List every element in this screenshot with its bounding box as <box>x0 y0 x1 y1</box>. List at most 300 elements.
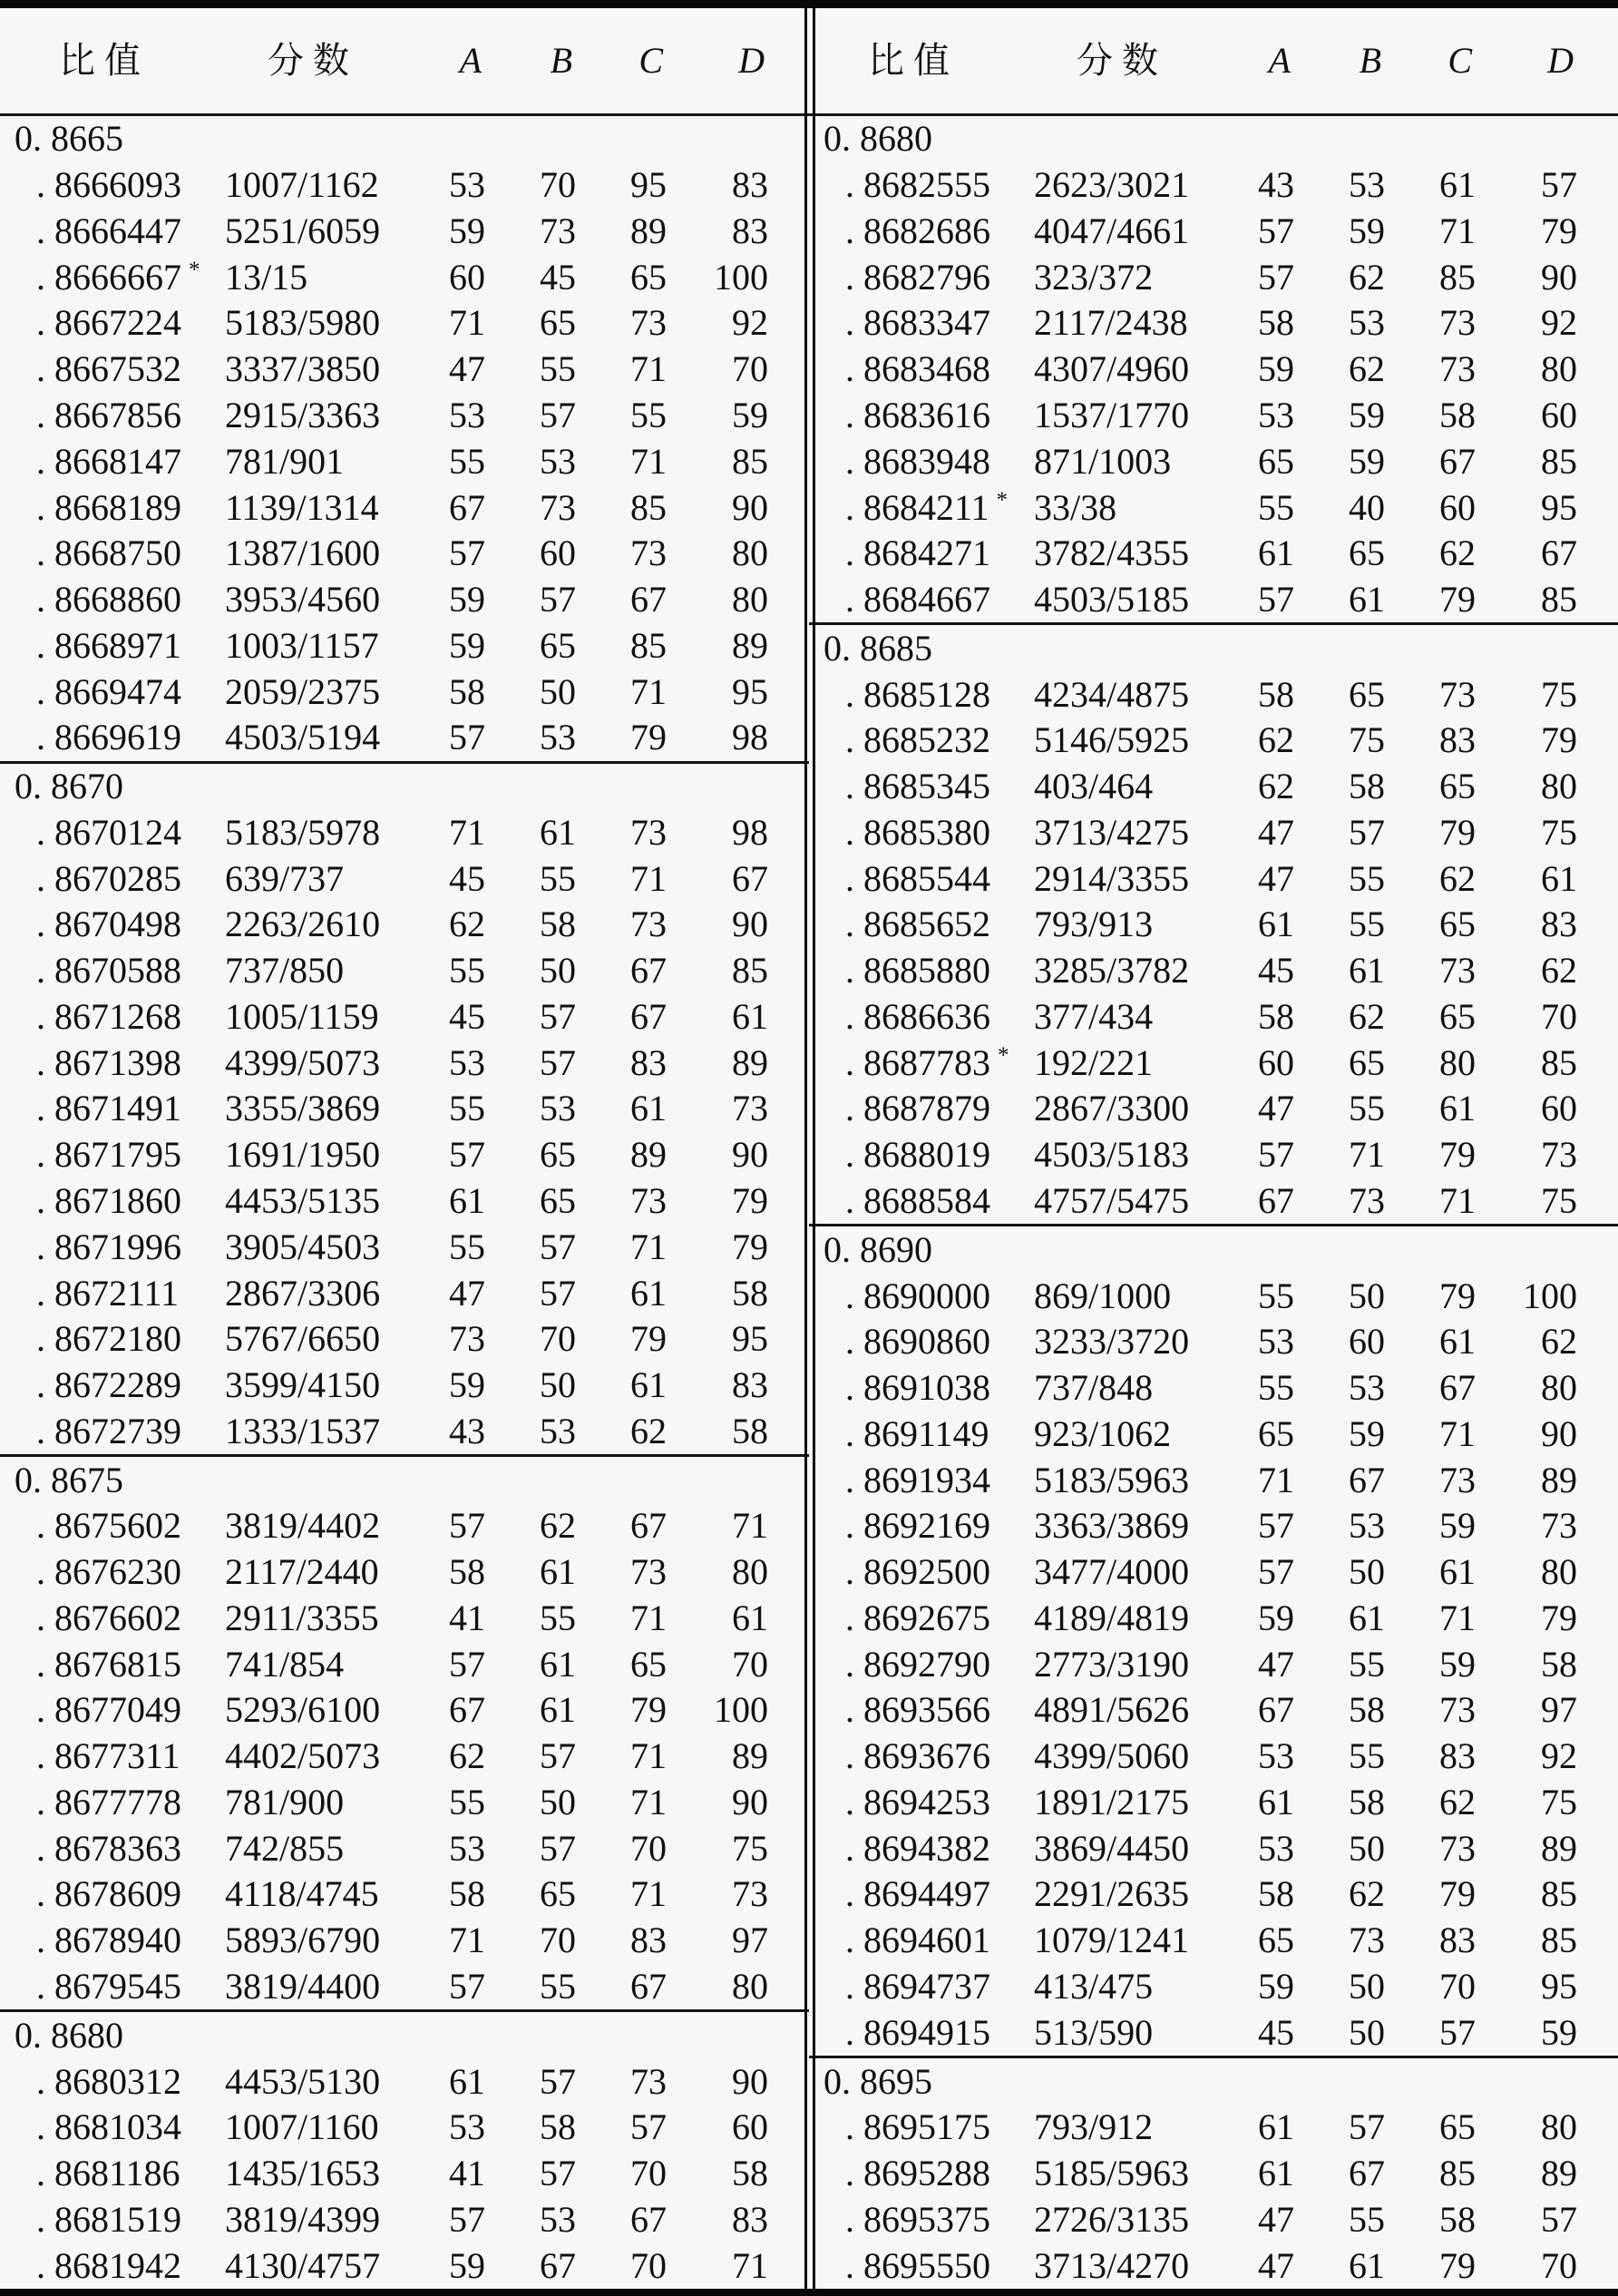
column-header-ratio: 比值 <box>59 40 150 81</box>
ratio-value: . 8695175 <box>845 2106 990 2148</box>
ratio-value: . 8676602 <box>36 1597 181 1638</box>
fraction-cell: 781/901 <box>225 440 345 482</box>
fraction-cell: 5251/6059 <box>225 210 381 251</box>
ratio-value: . 8690860 <box>845 1321 990 1363</box>
ratio-value: . 8686636 <box>845 995 990 1037</box>
ratio-value: . 8692500 <box>845 1551 990 1593</box>
ratio-cell <box>809 2244 1018 2286</box>
score-d-cell: 58 <box>1541 1643 1577 1685</box>
ratio-cell <box>809 1597 1018 1638</box>
fraction-cell: 4503/5194 <box>225 717 381 758</box>
score-c-cell: 79 <box>630 717 667 758</box>
ratio-cell <box>809 1551 1018 1593</box>
score-b-cell: 58 <box>1349 766 1385 807</box>
score-a-cell: 45 <box>449 995 485 1037</box>
table-row <box>809 671 1618 718</box>
fraction-cell: 639/737 <box>225 857 345 899</box>
score-d-cell: 90 <box>732 1134 768 1176</box>
fraction-cell: 3477/4000 <box>1034 1551 1190 1593</box>
score-d-cell: 71 <box>732 2244 768 2286</box>
score-b-cell: 71 <box>1349 1134 1385 1176</box>
score-c-cell: 73 <box>630 1551 667 1593</box>
ratio-cell <box>0 1272 209 1314</box>
table-row <box>0 2196 809 2242</box>
ratio-value: . 8691149 <box>845 1412 989 1454</box>
fraction-cell: 4453/5135 <box>225 1179 381 1221</box>
score-b-cell: 57 <box>540 1735 576 1777</box>
table-row <box>809 718 1618 764</box>
score-d-cell: 92 <box>732 302 768 344</box>
section-header-row <box>809 116 1618 162</box>
table-row <box>0 1964 809 2010</box>
ratio-cell <box>0 532 209 574</box>
table-row <box>0 669 809 715</box>
score-d-cell: 100 <box>714 256 768 298</box>
ratio-cell <box>809 581 1018 618</box>
ratio-cell <box>809 1412 1018 1454</box>
score-d-cell: 58 <box>732 1410 768 1451</box>
score-c-cell: 65 <box>630 256 667 298</box>
column-header-d: D <box>738 40 765 81</box>
score-d-cell: 98 <box>732 811 768 853</box>
table-row <box>809 1178 1618 1225</box>
score-b-cell: 73 <box>1349 1179 1385 1221</box>
score-b-cell: 53 <box>540 1088 576 1129</box>
score-b-cell: 57 <box>540 1272 576 1314</box>
score-c-cell: 83 <box>1439 1920 1476 1961</box>
fraction-cell: 741/854 <box>225 1643 345 1685</box>
score-a-cell: 67 <box>449 486 485 528</box>
score-c-cell: 58 <box>1439 2198 1476 2240</box>
fraction-cell: 793/912 <box>1034 2106 1154 2148</box>
column-header-c: C <box>638 40 663 81</box>
table-row <box>0 484 809 531</box>
score-b-cell: 70 <box>540 1318 576 1360</box>
column-header-row <box>809 8 1618 116</box>
score-d-cell: 80 <box>1541 2106 1577 2148</box>
table-row <box>0 1363 809 1409</box>
score-c-cell: 65 <box>1439 2106 1476 2148</box>
score-a-cell: 60 <box>449 256 485 298</box>
score-c-cell: 73 <box>630 532 667 574</box>
score-a-cell: 58 <box>1258 995 1294 1037</box>
score-d-cell: 80 <box>1541 1551 1577 1593</box>
ratio-cell <box>0 1318 209 1360</box>
ratio-cell <box>0 486 209 528</box>
ratio-cell <box>809 1134 1018 1176</box>
score-c-cell: 71 <box>630 440 667 482</box>
score-a-cell: 55 <box>449 950 485 992</box>
ratio-value: . 8668189 <box>36 486 181 528</box>
ratio-cell <box>809 1873 1018 1915</box>
ratio-value: . 8688584 <box>845 1179 990 1221</box>
score-a-cell: 61 <box>449 1179 485 1221</box>
fraction-cell: 1005/1159 <box>225 995 379 1037</box>
table-row <box>809 1086 1618 1132</box>
ratio-cell <box>809 2155 1018 2192</box>
table-row <box>0 577 809 623</box>
score-c-cell: 79 <box>1439 1873 1476 1915</box>
score-b-cell: 53 <box>1349 164 1385 206</box>
fraction-cell: 871/1003 <box>1034 440 1172 482</box>
ratio-value: . 8681186 <box>36 2153 180 2194</box>
ratio-cell <box>0 811 209 853</box>
ratio-value: . 8670124 <box>36 811 181 853</box>
ratio-cell <box>0 1873 209 1915</box>
fraction-cell: 5767/6650 <box>225 1318 381 1360</box>
fraction-cell: 5185/5963 <box>1034 2153 1190 2194</box>
score-b-cell: 67 <box>1349 2153 1385 2194</box>
ratio-value: . 8682686 <box>845 210 990 251</box>
score-c-cell: 61 <box>1439 1551 1476 1593</box>
score-b-cell: 65 <box>1349 673 1385 715</box>
ratio-cell <box>0 1364 209 1406</box>
fraction-cell: 4234/4875 <box>1034 673 1190 715</box>
table-row <box>0 715 809 761</box>
fraction-cell: 323/372 <box>1034 256 1154 298</box>
score-c-cell: 67 <box>630 950 667 992</box>
score-a-cell: 59 <box>449 210 485 251</box>
score-d-cell: 80 <box>1541 766 1577 807</box>
score-d-cell: 75 <box>1541 1179 1577 1221</box>
ratio-cell <box>809 2011 1018 2053</box>
table-row <box>809 347 1618 393</box>
ratio-value: . 8675602 <box>36 1505 181 1547</box>
score-c-cell: 73 <box>630 1179 667 1221</box>
fraction-cell: 1079/1241 <box>1034 1920 1190 1961</box>
score-c-cell: 83 <box>1439 719 1476 761</box>
table-row <box>0 948 809 994</box>
ratio-value: . 8666093 <box>36 164 181 206</box>
table-row <box>0 994 809 1041</box>
score-c-cell: 79 <box>1439 811 1476 853</box>
table-row <box>809 393 1618 439</box>
ratio-cell <box>0 1922 209 1959</box>
table-row <box>0 809 809 855</box>
score-a-cell: 53 <box>449 1827 485 1869</box>
score-d-cell: 85 <box>1541 579 1577 620</box>
score-a-cell: 53 <box>1258 394 1294 435</box>
score-c-cell: 79 <box>1439 2244 1476 2286</box>
score-b-cell: 65 <box>540 1134 576 1176</box>
score-b-cell: 50 <box>1349 1966 1385 2007</box>
ratio-value: . 8680312 <box>36 2060 181 2102</box>
fraction-cell: 3599/4150 <box>225 1364 381 1406</box>
score-d-cell: 80 <box>732 532 768 574</box>
score-c-cell: 73 <box>1439 1827 1476 1869</box>
score-d-cell: 80 <box>1541 348 1577 390</box>
ratio-value: . 8671398 <box>36 1041 181 1083</box>
score-b-cell: 62 <box>1349 995 1385 1037</box>
score-d-cell: 95 <box>1541 1966 1577 2007</box>
score-b-cell: 60 <box>540 532 576 574</box>
score-d-cell: 80 <box>732 1551 768 1593</box>
score-a-cell: 53 <box>1258 1321 1294 1363</box>
score-a-cell: 43 <box>1258 164 1294 206</box>
score-b-cell: 53 <box>1349 1505 1385 1547</box>
ratio-cell <box>809 1275 1018 1316</box>
score-b-cell: 65 <box>1349 532 1385 574</box>
score-b-cell: 55 <box>1349 1088 1385 1129</box>
column-header-row <box>0 8 809 116</box>
fraction-cell: 2623/3021 <box>1034 164 1190 206</box>
ratio-value: . 8694382 <box>845 1827 990 1869</box>
fraction-cell: 3819/4399 <box>225 2198 381 2240</box>
ratio-value: . 8669619 <box>36 717 181 758</box>
score-d-cell: 83 <box>732 164 768 206</box>
score-a-cell: 59 <box>449 1364 485 1406</box>
fraction-cell: 4503/5185 <box>1034 579 1190 620</box>
score-b-cell: 62 <box>1349 348 1385 390</box>
score-b-cell: 55 <box>1349 904 1385 945</box>
score-a-cell: 43 <box>449 1410 485 1451</box>
score-d-cell: 97 <box>1541 1689 1577 1731</box>
ratio-value: . 8671996 <box>36 1226 181 1267</box>
score-b-cell: 58 <box>540 904 576 945</box>
fraction-cell: 5183/5980 <box>225 302 381 344</box>
ratio-cell <box>0 164 209 206</box>
fraction-cell: 4130/4757 <box>225 2244 381 2286</box>
ratio-value: . 8668860 <box>36 579 181 620</box>
score-c-cell: 67 <box>630 1505 667 1547</box>
ratio-value: . 8668971 <box>36 624 181 666</box>
ratio-cell <box>809 811 1018 853</box>
ratio-value: . 8681034 <box>36 2106 181 2148</box>
ratio-value: . 8694253 <box>845 1781 990 1822</box>
score-a-cell: 57 <box>449 1966 485 2007</box>
score-c-cell: 71 <box>630 1597 667 1638</box>
fraction-cell: 4399/5073 <box>225 1041 381 1083</box>
score-a-cell: 55 <box>449 440 485 482</box>
column-header-a: A <box>1268 40 1291 81</box>
score-a-cell: 53 <box>1258 1735 1294 1777</box>
score-d-cell: 89 <box>732 1735 768 1777</box>
score-b-cell: 55 <box>540 1966 576 2007</box>
table-row <box>809 1319 1618 1365</box>
score-c-cell: 62 <box>1439 857 1476 899</box>
table-row <box>0 1086 809 1132</box>
table-row <box>0 254 809 300</box>
fraction-cell: 5183/5963 <box>1034 1459 1190 1500</box>
score-b-cell: 53 <box>540 717 576 758</box>
ratio-cell <box>809 2106 1018 2148</box>
score-d-cell: 70 <box>1541 995 1577 1037</box>
score-b-cell: 50 <box>540 1364 576 1406</box>
score-a-cell: 45 <box>1258 2011 1294 2053</box>
score-c-cell: 70 <box>1439 1966 1476 2007</box>
table-row <box>0 902 809 948</box>
fraction-cell: 1435/1653 <box>225 2153 381 2194</box>
fraction-cell: 3337/3850 <box>225 348 381 390</box>
score-c-cell: 59 <box>1439 1505 1476 1547</box>
table-row <box>809 300 1618 347</box>
score-a-cell: 41 <box>449 2153 485 2194</box>
score-c-cell: 73 <box>1439 673 1476 715</box>
ratio-cell <box>0 906 209 943</box>
ratio-cell <box>809 302 1018 344</box>
score-b-cell: 40 <box>1349 486 1385 528</box>
score-d-cell: 85 <box>732 950 768 992</box>
table-row <box>809 1040 1618 1086</box>
ratio-value: . 8685880 <box>845 950 990 992</box>
fraction-cell: 2911/3355 <box>225 1597 379 1638</box>
table-row <box>809 254 1618 300</box>
score-d-cell: 90 <box>1541 1412 1577 1454</box>
score-a-cell: 67 <box>449 1689 485 1731</box>
score-b-cell: 59 <box>1349 394 1385 435</box>
score-c-cell: 71 <box>630 1226 667 1267</box>
score-c-cell: 59 <box>1439 1643 1476 1685</box>
score-a-cell: 57 <box>449 2198 485 2240</box>
column-header-fraction: 分数 <box>1077 40 1167 81</box>
ratio-value: . 8684211 <box>845 487 989 528</box>
score-a-cell: 53 <box>449 1041 485 1083</box>
score-a-cell: 59 <box>449 579 485 620</box>
score-d-cell: 92 <box>1541 302 1577 344</box>
table-row <box>0 1408 809 1454</box>
score-b-cell: 50 <box>1349 2011 1385 2053</box>
ratio-value: . 8678363 <box>36 1827 181 1869</box>
score-b-cell: 50 <box>1349 1827 1385 1869</box>
score-b-cell: 50 <box>540 950 576 992</box>
fraction-cell: 2263/2610 <box>225 904 381 945</box>
score-b-cell: 57 <box>540 2060 576 2102</box>
table-row <box>0 1918 809 1964</box>
ratio-value: . 8677778 <box>36 1781 181 1822</box>
section-header-row <box>0 116 809 162</box>
score-d-cell: 60 <box>1541 1088 1577 1129</box>
ratio-cell <box>0 670 209 712</box>
ratio-cell <box>809 1781 1018 1822</box>
score-c-cell: 85 <box>630 486 667 528</box>
score-d-cell: 90 <box>732 904 768 945</box>
score-a-cell: 65 <box>1258 440 1294 482</box>
score-a-cell: 57 <box>1258 1551 1294 1593</box>
score-d-cell: 79 <box>732 1179 768 1221</box>
ratio-cell <box>0 581 209 618</box>
fraction-cell: 3355/3869 <box>225 1088 381 1129</box>
score-b-cell: 50 <box>1349 1275 1385 1316</box>
table-row <box>809 1825 1618 1871</box>
score-d-cell: 70 <box>732 1643 768 1685</box>
score-b-cell: 53 <box>540 2198 576 2240</box>
score-b-cell: 62 <box>1349 256 1385 298</box>
ratio-cell <box>0 1551 209 1593</box>
fraction-cell: 1139/1314 <box>225 486 379 528</box>
ratio-cell <box>0 2155 209 2192</box>
ratio-cell <box>809 1459 1018 1500</box>
table-row <box>0 1040 809 1086</box>
score-c-cell: 70 <box>630 2153 667 2194</box>
fraction-cell: 3782/4355 <box>1034 532 1190 574</box>
fraction-cell: 3363/3869 <box>1034 1505 1190 1547</box>
score-b-cell: 57 <box>540 1827 576 1869</box>
ratio-value: . 8671795 <box>36 1134 181 1176</box>
score-d-cell: 85 <box>1541 1873 1577 1915</box>
score-c-cell: 65 <box>630 1643 667 1685</box>
score-c-cell: 61 <box>630 1364 667 1406</box>
score-d-cell: 90 <box>1541 256 1577 298</box>
score-c-cell: 71 <box>1439 1597 1476 1638</box>
score-a-cell: 47 <box>1258 811 1294 853</box>
fraction-cell: 413/475 <box>1034 1966 1154 2007</box>
fraction-cell: 737/848 <box>1034 1367 1154 1409</box>
score-d-cell: 80 <box>732 1966 768 2007</box>
fraction-cell: 3713/4275 <box>1034 811 1190 853</box>
ratio-value: . 8666447 <box>36 210 181 251</box>
score-a-cell: 55 <box>1258 1275 1294 1316</box>
ratio-value: . 8667856 <box>36 394 181 435</box>
score-d-cell: 83 <box>732 1364 768 1406</box>
score-c-cell: 71 <box>1439 1179 1476 1221</box>
section-label: 0. 8670 <box>15 766 123 807</box>
score-b-cell: 57 <box>540 394 576 435</box>
score-d-cell: 61 <box>732 995 768 1037</box>
table-row <box>809 484 1618 531</box>
ratio-cell <box>0 1041 209 1083</box>
score-a-cell: 53 <box>449 2106 485 2148</box>
ratio-value: . 8670285 <box>36 857 181 899</box>
score-d-cell: 61 <box>1541 857 1577 899</box>
ratio-cell <box>0 348 209 390</box>
table-row <box>809 438 1618 484</box>
ratio-cell <box>809 1735 1018 1777</box>
score-b-cell: 57 <box>540 2153 576 2194</box>
score-c-cell: 71 <box>630 857 667 899</box>
fraction-cell: 4047/4661 <box>1034 210 1190 251</box>
ratio-cell <box>809 348 1018 390</box>
table-row <box>809 1549 1618 1596</box>
ratio-cell <box>809 950 1018 992</box>
score-c-cell: 61 <box>630 1272 667 1314</box>
score-b-cell: 53 <box>540 440 576 482</box>
table-row <box>0 300 809 347</box>
section-label: 0. 8685 <box>824 627 932 669</box>
score-d-cell: 67 <box>732 857 768 899</box>
ratio-cell <box>809 1367 1018 1409</box>
score-d-cell: 79 <box>1541 1597 1577 1638</box>
table-row <box>0 438 809 484</box>
ratio-value: . 8694737 <box>845 1966 990 2007</box>
table-row <box>0 393 809 439</box>
section-header-row <box>0 761 809 810</box>
ratio-value: . 8685544 <box>845 857 990 899</box>
score-a-cell: 57 <box>449 1134 485 1176</box>
score-c-cell: 70 <box>630 2244 667 2286</box>
ratio-cell <box>809 857 1018 899</box>
ratio-value: . 8685345 <box>845 766 990 807</box>
score-c-cell: 61 <box>1439 1088 1476 1129</box>
fraction-cell: 4891/5626 <box>1034 1689 1190 1731</box>
score-d-cell: 98 <box>732 717 768 758</box>
score-c-cell: 71 <box>630 1781 667 1822</box>
score-a-cell: 59 <box>449 624 485 666</box>
score-a-cell: 55 <box>1258 486 1294 528</box>
ratio-cell <box>809 164 1018 206</box>
table-left-half <box>0 8 809 2289</box>
table-row <box>0 1178 809 1225</box>
ratio-cell <box>0 1226 209 1267</box>
fraction-cell: 5893/6790 <box>225 1920 381 1961</box>
section-header-row <box>0 2009 809 2058</box>
score-a-cell: 58 <box>449 670 485 712</box>
ratio-value: . 8668750 <box>36 532 181 574</box>
fraction-cell: 742/855 <box>225 1827 345 1869</box>
score-b-cell: 58 <box>1349 1781 1385 1822</box>
score-a-cell: 59 <box>449 2244 485 2286</box>
score-c-cell: 61 <box>630 1088 667 1129</box>
score-a-cell: 57 <box>1258 210 1294 251</box>
